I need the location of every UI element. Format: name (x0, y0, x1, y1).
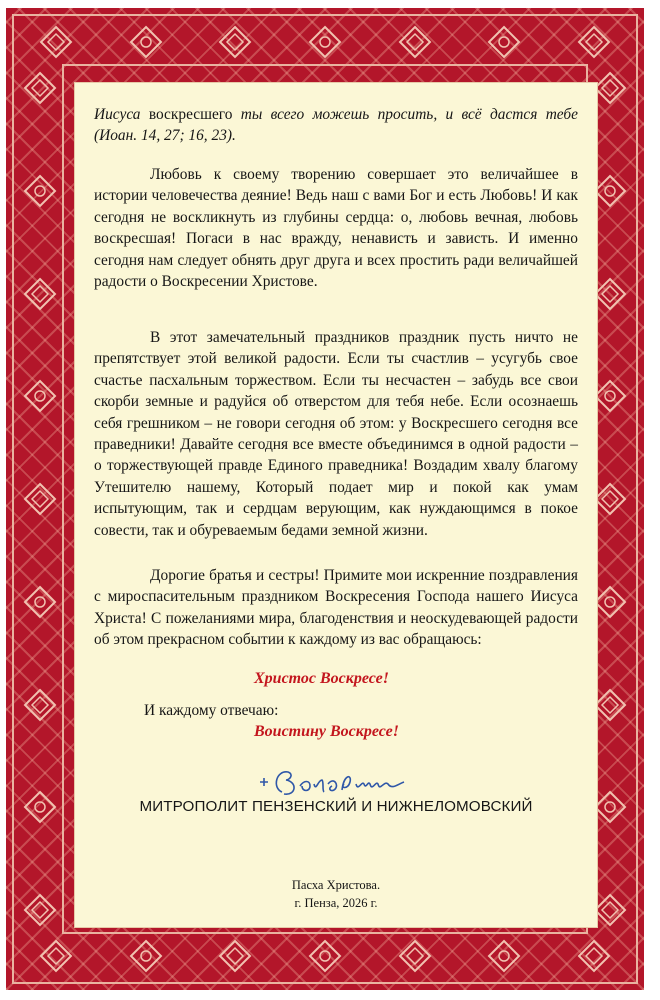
paragraph-love: Любовь к своему творению совершает это величайшее в истории человечества деяние! Ведь наш с вами Бог и есть Любовь! И как сегодня не воскликнуть из глубины сердца: о, любовь вечная, любовь воскресшая! Погаси в нас вражду, ненависть и зависть. И именно сегодня нам следует обнять друг друга и всех простить ради величайшей радости о Воскресении Христове. (94, 166, 578, 291)
letter-panel (74, 82, 598, 928)
signatory-title: МИТРОПОЛИТ ПЕНЗЕНСКИЙ И НИЖНЕЛОМОВСКИЙ (139, 798, 533, 815)
ornament-icon (215, 22, 255, 62)
ornament-icon (395, 22, 435, 62)
ornament-icon (574, 22, 614, 62)
ornament-icon (305, 936, 345, 976)
ornament-icon (20, 582, 60, 622)
ornament-icon (20, 479, 60, 519)
answer-intro: И каждому отвечаю: (144, 702, 279, 719)
top-ornament-row (36, 22, 614, 62)
intro-prefix: Иисуса (94, 106, 141, 123)
signature-image (254, 762, 434, 802)
bottom-ornament-row (36, 936, 614, 976)
ornament-icon (484, 936, 524, 976)
ornament-icon (20, 685, 60, 725)
ornament-icon (20, 171, 60, 211)
intro-line (94, 104, 578, 147)
ornament-icon (36, 22, 76, 62)
ornamental-border (6, 8, 644, 990)
intro-suffix: ты всего можешь просить, и всё дастся тебе (Иоан. 14, 27; 16, 23). (94, 106, 579, 145)
ornament-icon (36, 936, 76, 976)
intro-middle: воскресшего (140, 106, 241, 123)
ornament-icon (484, 22, 524, 62)
paschal-greeting: Христос Воскресе! (254, 670, 389, 687)
ornament-icon (20, 274, 60, 314)
ornament-icon (305, 22, 345, 62)
ornament-icon (20, 787, 60, 827)
paragraph-feast: В этот замечательный праздников праздник пусть ничто не препятствует этой великой радости. Если ты счастлив – усугубь свое счастье пасхальным торжеством. Если ты несчастен – забудь все свои скорби земные и радуйся об отверстом для тебя небе. Если осознаешь себя грешником – не говори сегодня об этом: у Воскресшего сегодня все праведники! Давайте сегодня все вместе объединимся в одной радости – о торжествующей правде Единого праведника! Воздадим хвалу благому Утешителю нашему, Который подает мир и покой как умам испытующим, так и сердцам верующим, как нуждающимся в покое совести, так и обуреваемым бедами земной жизни. (94, 329, 578, 539)
place-date-block (74, 876, 598, 912)
left-ornament-column (20, 68, 60, 930)
ornament-icon (20, 376, 60, 416)
ornament-icon (395, 936, 435, 976)
paschal-answer: Воистину Воскресе! (254, 723, 399, 740)
ornament-icon (574, 936, 614, 976)
footer-occasion: Пасха Христова. (291, 878, 381, 892)
ornament-icon (126, 936, 166, 976)
ornament-icon (215, 936, 255, 976)
footer-place-date: г. Пенза, 2026 г. (294, 896, 378, 910)
ornament-icon (20, 68, 60, 108)
ornament-icon (126, 22, 166, 62)
ornament-icon (20, 890, 60, 930)
paragraph-greetings: Дорогие братья и сестры! Примите мои искренние поздравления с мироспасительным праздником Воскресения Господа нашего Иисуса Христа! С пожеланиями мира, благоденствия и неоскудевающей радости об этом прекрасном событии к каждому из вас обращаюсь: (94, 567, 578, 649)
